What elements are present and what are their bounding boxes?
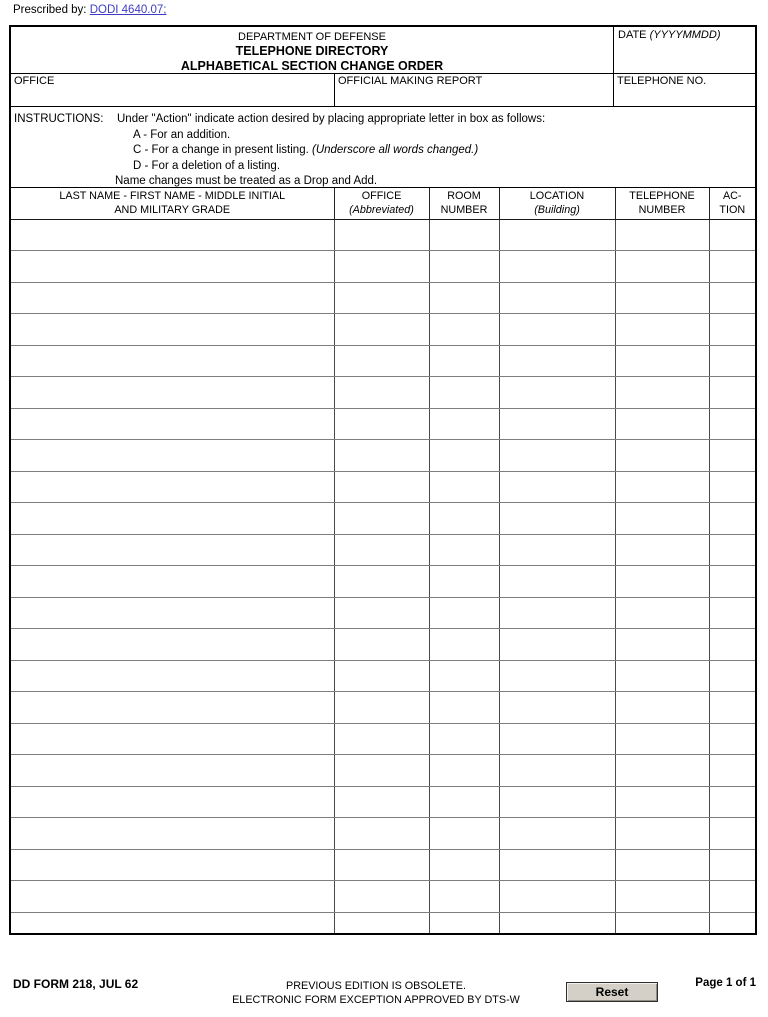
- column-header-room-line1: ROOM: [447, 190, 481, 203]
- table-cell-entry[interactable]: [615, 912, 709, 933]
- column-header-action-line2: TION: [719, 204, 746, 217]
- table-cell-entry[interactable]: [429, 660, 499, 692]
- table-cell-entry[interactable]: [709, 597, 755, 629]
- edition-note-line1: PREVIOUS EDITION IS OBSOLETE.: [286, 980, 466, 992]
- table-cell-entry[interactable]: [334, 692, 429, 724]
- table-row: [11, 849, 755, 881]
- instruction-item-a: [133, 128, 755, 144]
- table-cell-entry[interactable]: [334, 471, 429, 503]
- table-cell-entry[interactable]: [499, 881, 615, 913]
- table-cell-entry[interactable]: [615, 503, 709, 535]
- table-cell-entry[interactable]: [429, 314, 499, 346]
- table-cell-entry[interactable]: [11, 345, 334, 377]
- table-cell-entry[interactable]: [11, 881, 334, 913]
- column-header-office: [334, 188, 429, 219]
- table-row: [11, 912, 755, 933]
- date-label: DATE: [618, 29, 647, 41]
- column-header-location: [499, 188, 615, 219]
- column-header-telephone-line2: NUMBER: [638, 204, 686, 217]
- table-cell-entry[interactable]: [499, 408, 615, 440]
- table-cell-entry[interactable]: [11, 377, 334, 409]
- table-cell-entry[interactable]: [334, 629, 429, 661]
- table-cell-entry[interactable]: [615, 471, 709, 503]
- table-body: [11, 219, 755, 933]
- table-row: [11, 314, 755, 346]
- official-making-report-input[interactable]: [338, 87, 610, 101]
- table-cell-entry[interactable]: [499, 251, 615, 283]
- column-header-location-line1: LOCATION: [529, 190, 585, 203]
- table-cell-entry[interactable]: [11, 692, 334, 724]
- table-cell-entry[interactable]: [499, 534, 615, 566]
- table-cell-entry[interactable]: [334, 818, 429, 850]
- table-cell-entry[interactable]: [615, 692, 709, 724]
- instructions-intro-line: [11, 112, 755, 128]
- table-cell-entry[interactable]: [11, 534, 334, 566]
- table-row: [11, 818, 755, 850]
- table-cell-entry[interactable]: [615, 408, 709, 440]
- table-cell-entry[interactable]: [615, 314, 709, 346]
- table-cell-entry[interactable]: [11, 849, 334, 881]
- instructions-closing: Name changes must be treated as a Drop and Add.: [115, 175, 378, 187]
- table-cell-entry[interactable]: [429, 282, 499, 314]
- table-row: [11, 881, 755, 913]
- table-cell-entry[interactable]: [709, 692, 755, 724]
- table-cell-entry[interactable]: [615, 251, 709, 283]
- table-cell-entry[interactable]: [429, 881, 499, 913]
- table-cell-entry[interactable]: [11, 440, 334, 472]
- table-cell-entry[interactable]: [709, 723, 755, 755]
- table-cell-entry[interactable]: [334, 282, 429, 314]
- table-cell-entry[interactable]: [615, 660, 709, 692]
- table-row: [11, 251, 755, 283]
- date-field-cell: [613, 27, 755, 73]
- table-cell-entry[interactable]: [429, 440, 499, 472]
- table-cell-entry[interactable]: [709, 849, 755, 881]
- table-cell-entry[interactable]: [334, 912, 429, 933]
- table-cell-entry[interactable]: [11, 408, 334, 440]
- table-cell-entry[interactable]: [709, 219, 755, 251]
- table-cell-entry[interactable]: [499, 219, 615, 251]
- table-cell-entry[interactable]: [11, 723, 334, 755]
- table-cell-entry[interactable]: [334, 440, 429, 472]
- table-cell-entry[interactable]: [499, 440, 615, 472]
- page-indicator: Page 1 of 1: [695, 977, 756, 989]
- edition-note-line2: ELECTRONIC FORM EXCEPTION APPROVED BY DTS-W: [232, 993, 520, 1006]
- form-title-line1: TELEPHONE DIRECTORY: [235, 44, 389, 58]
- table-cell-entry[interactable]: [11, 251, 334, 283]
- table-cell-entry[interactable]: [429, 692, 499, 724]
- table-cell-entry[interactable]: [499, 377, 615, 409]
- table-row: [11, 503, 755, 535]
- table-cell-entry[interactable]: [429, 597, 499, 629]
- table-cell-entry[interactable]: [499, 723, 615, 755]
- prescribed-by-label: Prescribed by:: [13, 4, 87, 16]
- table-cell-entry[interactable]: [11, 314, 334, 346]
- table-cell-entry[interactable]: [11, 786, 334, 818]
- table-cell-entry[interactable]: [429, 818, 499, 850]
- table-cell-entry[interactable]: [334, 723, 429, 755]
- form-title-block: [11, 27, 613, 73]
- table-cell-entry[interactable]: [499, 660, 615, 692]
- table-cell-entry[interactable]: [429, 534, 499, 566]
- table-row: [11, 723, 755, 755]
- table-row: [11, 786, 755, 818]
- agency-name: DEPARTMENT OF DEFENSE: [238, 31, 386, 43]
- date-format-hint: (YYYYMMDD): [649, 29, 721, 41]
- table-cell-entry[interactable]: [11, 597, 334, 629]
- table-cell-entry[interactable]: [499, 818, 615, 850]
- table-row: [11, 345, 755, 377]
- table-row: [11, 755, 755, 787]
- table-cell-entry[interactable]: [499, 345, 615, 377]
- table-cell-entry[interactable]: [499, 629, 615, 661]
- table-cell-entry[interactable]: [615, 818, 709, 850]
- table-cell-entry[interactable]: [429, 755, 499, 787]
- table-cell-entry[interactable]: [615, 566, 709, 598]
- table-cell-entry[interactable]: [429, 566, 499, 598]
- column-header-room-line2: NUMBER: [440, 204, 488, 217]
- table-row: [11, 597, 755, 629]
- table-row: [11, 629, 755, 661]
- table-cell-entry[interactable]: [334, 849, 429, 881]
- table-row: [11, 692, 755, 724]
- table-cell-entry[interactable]: [334, 534, 429, 566]
- table-cell-entry[interactable]: [499, 755, 615, 787]
- table-header: [11, 188, 755, 219]
- table-cell-entry[interactable]: [334, 660, 429, 692]
- instruction-item-c: [133, 143, 755, 159]
- table-cell-entry[interactable]: [429, 219, 499, 251]
- official-making-report-cell: [334, 74, 613, 106]
- column-header-office-line2: (Abbreviated): [349, 204, 414, 217]
- table-cell-entry[interactable]: [334, 251, 429, 283]
- table-cell-entry[interactable]: [709, 503, 755, 535]
- table-cell-entry[interactable]: [709, 786, 755, 818]
- table-cell-entry[interactable]: [334, 377, 429, 409]
- column-header-location-line2: (Building): [534, 204, 580, 217]
- dodi-link[interactable]: DODI 4640.07;: [89, 4, 167, 16]
- table-cell-entry[interactable]: [429, 345, 499, 377]
- table-cell-entry[interactable]: [499, 314, 615, 346]
- table-cell-entry[interactable]: [499, 282, 615, 314]
- instruction-item-c-text: C - For a change in present listing.: [133, 144, 309, 156]
- table-cell-entry[interactable]: [429, 503, 499, 535]
- official-making-report-label: OFFICIAL MAKING REPORT: [338, 75, 483, 87]
- table-cell-entry[interactable]: [334, 345, 429, 377]
- table-cell-entry[interactable]: [709, 534, 755, 566]
- table-cell-entry[interactable]: [615, 755, 709, 787]
- table-cell-entry[interactable]: [429, 723, 499, 755]
- table-row: [11, 408, 755, 440]
- table-cell-entry[interactable]: [11, 912, 334, 933]
- table-cell-entry[interactable]: [11, 219, 334, 251]
- table-cell-entry[interactable]: [429, 849, 499, 881]
- form-title-row: [11, 27, 755, 74]
- table-cell-entry[interactable]: [615, 629, 709, 661]
- table-cell-entry[interactable]: [429, 377, 499, 409]
- table-cell-entry[interactable]: [709, 912, 755, 933]
- table-cell-entry[interactable]: [429, 912, 499, 933]
- office-input[interactable]: [14, 87, 331, 101]
- table-cell-entry[interactable]: [334, 755, 429, 787]
- table-cell-entry[interactable]: [615, 282, 709, 314]
- table-cell-entry[interactable]: [709, 377, 755, 409]
- table-cell-entry[interactable]: [11, 282, 334, 314]
- reset-button[interactable]: Reset: [566, 982, 658, 1002]
- table-cell-entry[interactable]: [429, 471, 499, 503]
- table-row: [11, 440, 755, 472]
- table-cell-entry[interactable]: [429, 408, 499, 440]
- table-cell-entry[interactable]: [709, 282, 755, 314]
- column-header-name: [11, 188, 334, 219]
- table-cell-entry[interactable]: [499, 692, 615, 724]
- column-header-action-line1: AC-: [722, 190, 742, 203]
- column-header-room-number: [429, 188, 499, 219]
- table-cell-entry[interactable]: [615, 219, 709, 251]
- table-cell-entry[interactable]: [615, 534, 709, 566]
- instructions-block: [11, 107, 755, 188]
- column-header-action: [709, 188, 755, 219]
- instructions-intro: Under "Action" indicate action desired by placing appropriate letter in box as follows:: [117, 113, 546, 125]
- column-header-office-line1: OFFICE: [361, 190, 402, 203]
- table-cell-entry[interactable]: [11, 503, 334, 535]
- table-cell-entry[interactable]: [615, 881, 709, 913]
- telephone-no-input[interactable]: [617, 87, 752, 101]
- table-cell-entry[interactable]: [709, 314, 755, 346]
- table-cell-entry[interactable]: [615, 345, 709, 377]
- form-container: [9, 25, 757, 935]
- table-cell-entry[interactable]: [334, 786, 429, 818]
- table-row: [11, 282, 755, 314]
- table-cell-entry[interactable]: [709, 251, 755, 283]
- table-cell-entry[interactable]: [11, 660, 334, 692]
- table-row: [11, 471, 755, 503]
- table-row: [11, 534, 755, 566]
- column-header-telephone-number: [615, 188, 709, 219]
- form-title-line2: ALPHABETICAL SECTION CHANGE ORDER: [180, 59, 444, 73]
- table-cell-entry[interactable]: [334, 219, 429, 251]
- table-header-row: [11, 188, 755, 219]
- table-cell-entry[interactable]: [499, 471, 615, 503]
- column-header-name-line1: LAST NAME - FIRST NAME - MIDDLE INITIAL: [59, 190, 286, 203]
- table-row: [11, 566, 755, 598]
- table-cell-entry[interactable]: [709, 566, 755, 598]
- table-cell-entry[interactable]: [334, 566, 429, 598]
- table-cell-entry[interactable]: [499, 597, 615, 629]
- table-cell-entry[interactable]: [709, 345, 755, 377]
- table-cell-entry[interactable]: [11, 471, 334, 503]
- report-info-row: [11, 74, 755, 107]
- office-label: OFFICE: [14, 75, 55, 87]
- table-cell-entry[interactable]: [709, 881, 755, 913]
- table-cell-entry[interactable]: [11, 629, 334, 661]
- table-cell-entry[interactable]: [709, 629, 755, 661]
- table-cell-entry[interactable]: [615, 597, 709, 629]
- table-cell-entry[interactable]: [615, 723, 709, 755]
- instruction-item-a-text: A - For an addition.: [133, 128, 231, 141]
- table-cell-entry[interactable]: [429, 786, 499, 818]
- instruction-item-d: [133, 159, 755, 175]
- table-cell-entry[interactable]: [334, 408, 429, 440]
- table-cell-entry[interactable]: [429, 629, 499, 661]
- table-cell-entry[interactable]: [615, 377, 709, 409]
- column-header-name-line2: AND MILITARY GRADE: [114, 204, 231, 217]
- telephone-no-label: TELEPHONE NO.: [617, 75, 707, 87]
- table-cell-entry[interactable]: [499, 503, 615, 535]
- table-row: [11, 377, 755, 409]
- table-cell-entry[interactable]: [334, 597, 429, 629]
- table-cell-entry[interactable]: [11, 566, 334, 598]
- table-cell-entry[interactable]: [499, 849, 615, 881]
- instruction-item-c-note: (Underscore all words changed.): [311, 144, 479, 156]
- table-cell-entry[interactable]: [499, 566, 615, 598]
- table-cell-entry[interactable]: [709, 660, 755, 692]
- table-cell-entry[interactable]: [11, 818, 334, 850]
- table-cell-entry[interactable]: [615, 849, 709, 881]
- table-cell-entry[interactable]: [615, 440, 709, 472]
- telephone-no-cell: [613, 74, 755, 106]
- prescribed-by-line: [13, 4, 166, 16]
- instruction-item-d-text: D - For a deletion of a listing.: [133, 159, 281, 172]
- table-cell-entry[interactable]: [499, 912, 615, 933]
- office-field-cell: [11, 74, 334, 106]
- table-cell-entry[interactable]: [334, 881, 429, 913]
- table-cell-entry[interactable]: [709, 755, 755, 787]
- table-cell-entry[interactable]: [615, 786, 709, 818]
- instructions-label: INSTRUCTIONS:: [14, 113, 104, 125]
- table-cell-entry[interactable]: [709, 408, 755, 440]
- table-cell-entry[interactable]: [334, 314, 429, 346]
- table-cell-entry[interactable]: [499, 786, 615, 818]
- table-cell-entry[interactable]: [709, 818, 755, 850]
- table-cell-entry[interactable]: [334, 503, 429, 535]
- table-row: [11, 660, 755, 692]
- table-cell-entry[interactable]: [709, 471, 755, 503]
- table-cell-entry[interactable]: [709, 440, 755, 472]
- table-row: [11, 219, 755, 251]
- form-number: DD FORM 218, JUL 62: [13, 977, 139, 991]
- table-cell-entry[interactable]: [429, 251, 499, 283]
- table-cell-entry[interactable]: [11, 755, 334, 787]
- column-header-telephone-line1: TELEPHONE: [629, 190, 695, 203]
- date-input[interactable]: [618, 41, 751, 55]
- directory-entries-table: [11, 188, 755, 933]
